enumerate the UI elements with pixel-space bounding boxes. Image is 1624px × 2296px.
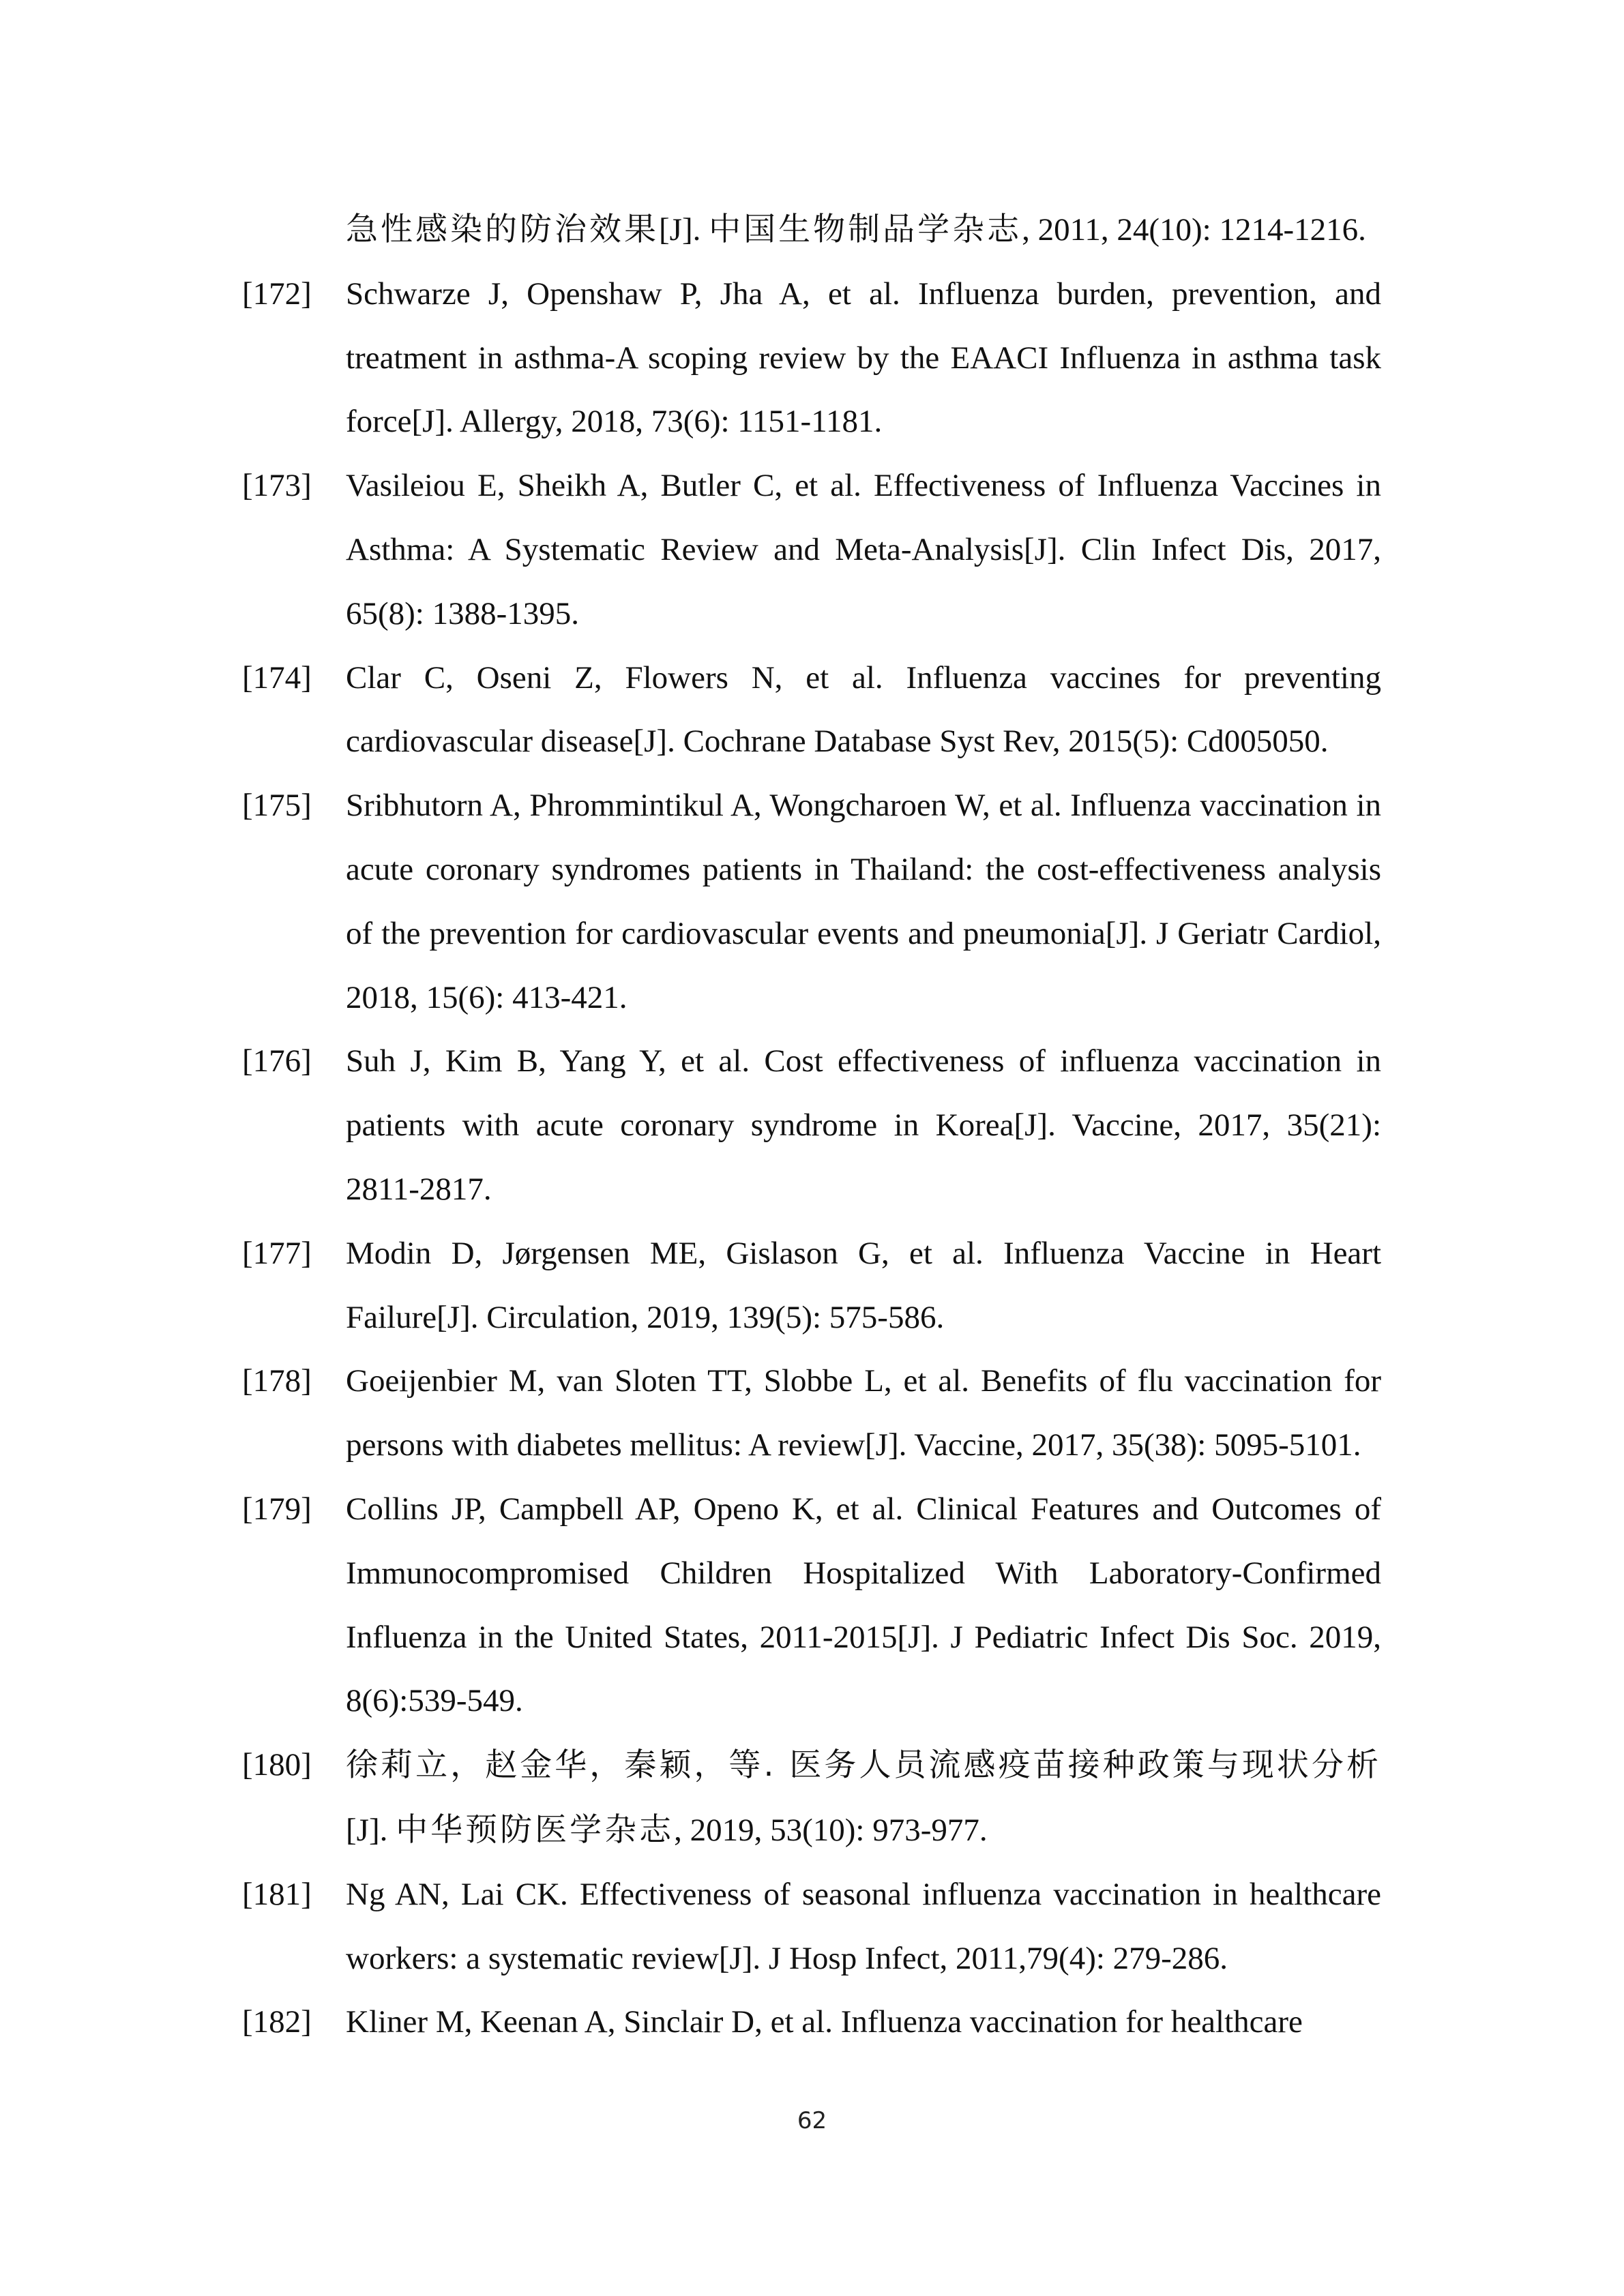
- reference-list: [242, 198, 1381, 2055]
- reference-item: [242, 774, 1381, 1030]
- reference-number: [175]: [242, 788, 312, 824]
- reference-number: [182]: [242, 2004, 312, 2040]
- reference-item: [242, 454, 1381, 646]
- reference-number: [172]: [242, 275, 312, 312]
- reference-item: [242, 1222, 1381, 1350]
- reference-cjk-journal: 中国生物制品学杂志: [709, 211, 1022, 248]
- reference-number: [177]: [242, 1235, 312, 1271]
- reference-text-tail: , 2019, 53(10): 973-977.: [674, 1812, 988, 1848]
- reference-cjk-text: 急性感染的防治效果: [346, 211, 659, 248]
- reference-text: Collins JP, Campbell AP, Openo K, et al. Clinical Features and Outcomes of Immunocompromised Children Hospitalized With Laboratory-Confirmed Influenza in the United States, 2011-2015[J]. J Pediatric Infect Dis Soc. 2019, 8(6):539-549.: [346, 1491, 1381, 1719]
- reference-text: Clar C, Oseni Z, Flowers N, et al. Influenza vaccines for preventing cardiovascular disease[J]. Cochrane Database Syst Rev, 2015(5): Cd005050.: [346, 659, 1381, 760]
- reference-number: [179]: [242, 1491, 312, 1527]
- reference-item: [242, 1350, 1381, 1478]
- reference-item: [242, 1733, 1381, 1863]
- reference-text: Goeijenbier M, van Sloten TT, Slobbe L, et al. Benefits of flu vaccination for persons with diabetes mellitus: A review[J]. Vaccine, 2017, 35(38): 5095-5101.: [346, 1363, 1381, 1463]
- reference-number: [180]: [242, 1747, 312, 1783]
- reference-item: [242, 1030, 1381, 1221]
- reference-item: [242, 1991, 1381, 2055]
- reference-number: [173]: [242, 468, 312, 504]
- reference-number: [174]: [242, 659, 312, 696]
- reference-text-marker: [J].: [346, 1812, 396, 1848]
- reference-number: [181]: [242, 1876, 312, 1912]
- reference-text-tail: , 2011, 24(10): 1214-1216.: [1022, 212, 1366, 248]
- reference-item: [242, 1478, 1381, 1733]
- reference-text: Schwarze J, Openshaw P, Jha A, et al. Influenza burden, prevention, and treatment in asthma-A scoping review by the EAACI Influenza in asthma task force[J]. Allergy, 2018, 73(6): 1151-1181.: [346, 275, 1381, 440]
- reference-text: Sribhutorn A, Phrommintikul A, Wongcharoen W, et al. Influenza vaccination in acute coronary syndromes patients in Thailand: the cost-effectiveness analysis of the prevention for cardiovascular events and pneumonia[J]. J Geriatr Cardiol, 2018, 15(6): 413-421.: [346, 788, 1381, 1015]
- reference-cjk-text: 徐莉立，赵金华，秦颖，等. 医务人员流感疫苗接种政策与现状分析: [346, 1746, 1381, 1785]
- reference-number: [178]: [242, 1363, 312, 1399]
- reference-number: [176]: [242, 1043, 312, 1079]
- reference-item: [242, 646, 1381, 775]
- reference-text: Ng AN, Lai CK. Effectiveness of seasonal influenza vaccination in healthcare workers: a systematic review[J]. J Hosp Infect, 2011,79(4): 279-286.: [346, 1876, 1381, 1976]
- reference-text: Suh J, Kim B, Yang Y, et al. Cost effectiveness of influenza vaccination in patients with acute coronary syndrome in Korea[J]. Vaccine, 2017, 35(21): 2811-2817.: [346, 1043, 1381, 1207]
- reference-text: [J].: [659, 212, 709, 248]
- reference-text: Vasileiou E, Sheikh A, Butler C, et al. Effectiveness of Influenza Vaccines in Asthma: A Systematic Review and Meta-Analysis[J]. Clin Infect Dis, 2017, 65(8): 1388-1395.: [346, 468, 1381, 631]
- reference-item: [242, 263, 1381, 454]
- reference-cjk-journal: 中华预防医学杂志: [396, 1810, 675, 1849]
- reference-text: Kliner M, Keenan A, Sinclair D, et al. Influenza vaccination for healthcare: [346, 2004, 1303, 2040]
- reference-text: [346, 1733, 1381, 1863]
- page-number: 62: [797, 2107, 827, 2134]
- reference-continuation: [242, 198, 1381, 263]
- reference-item: [242, 1863, 1381, 1991]
- reference-text: Modin D, Jørgensen ME, Gislason G, et al. Influenza Vaccine in Heart Failure[J]. Circulation, 2019, 139(5): 575-586.: [346, 1235, 1381, 1335]
